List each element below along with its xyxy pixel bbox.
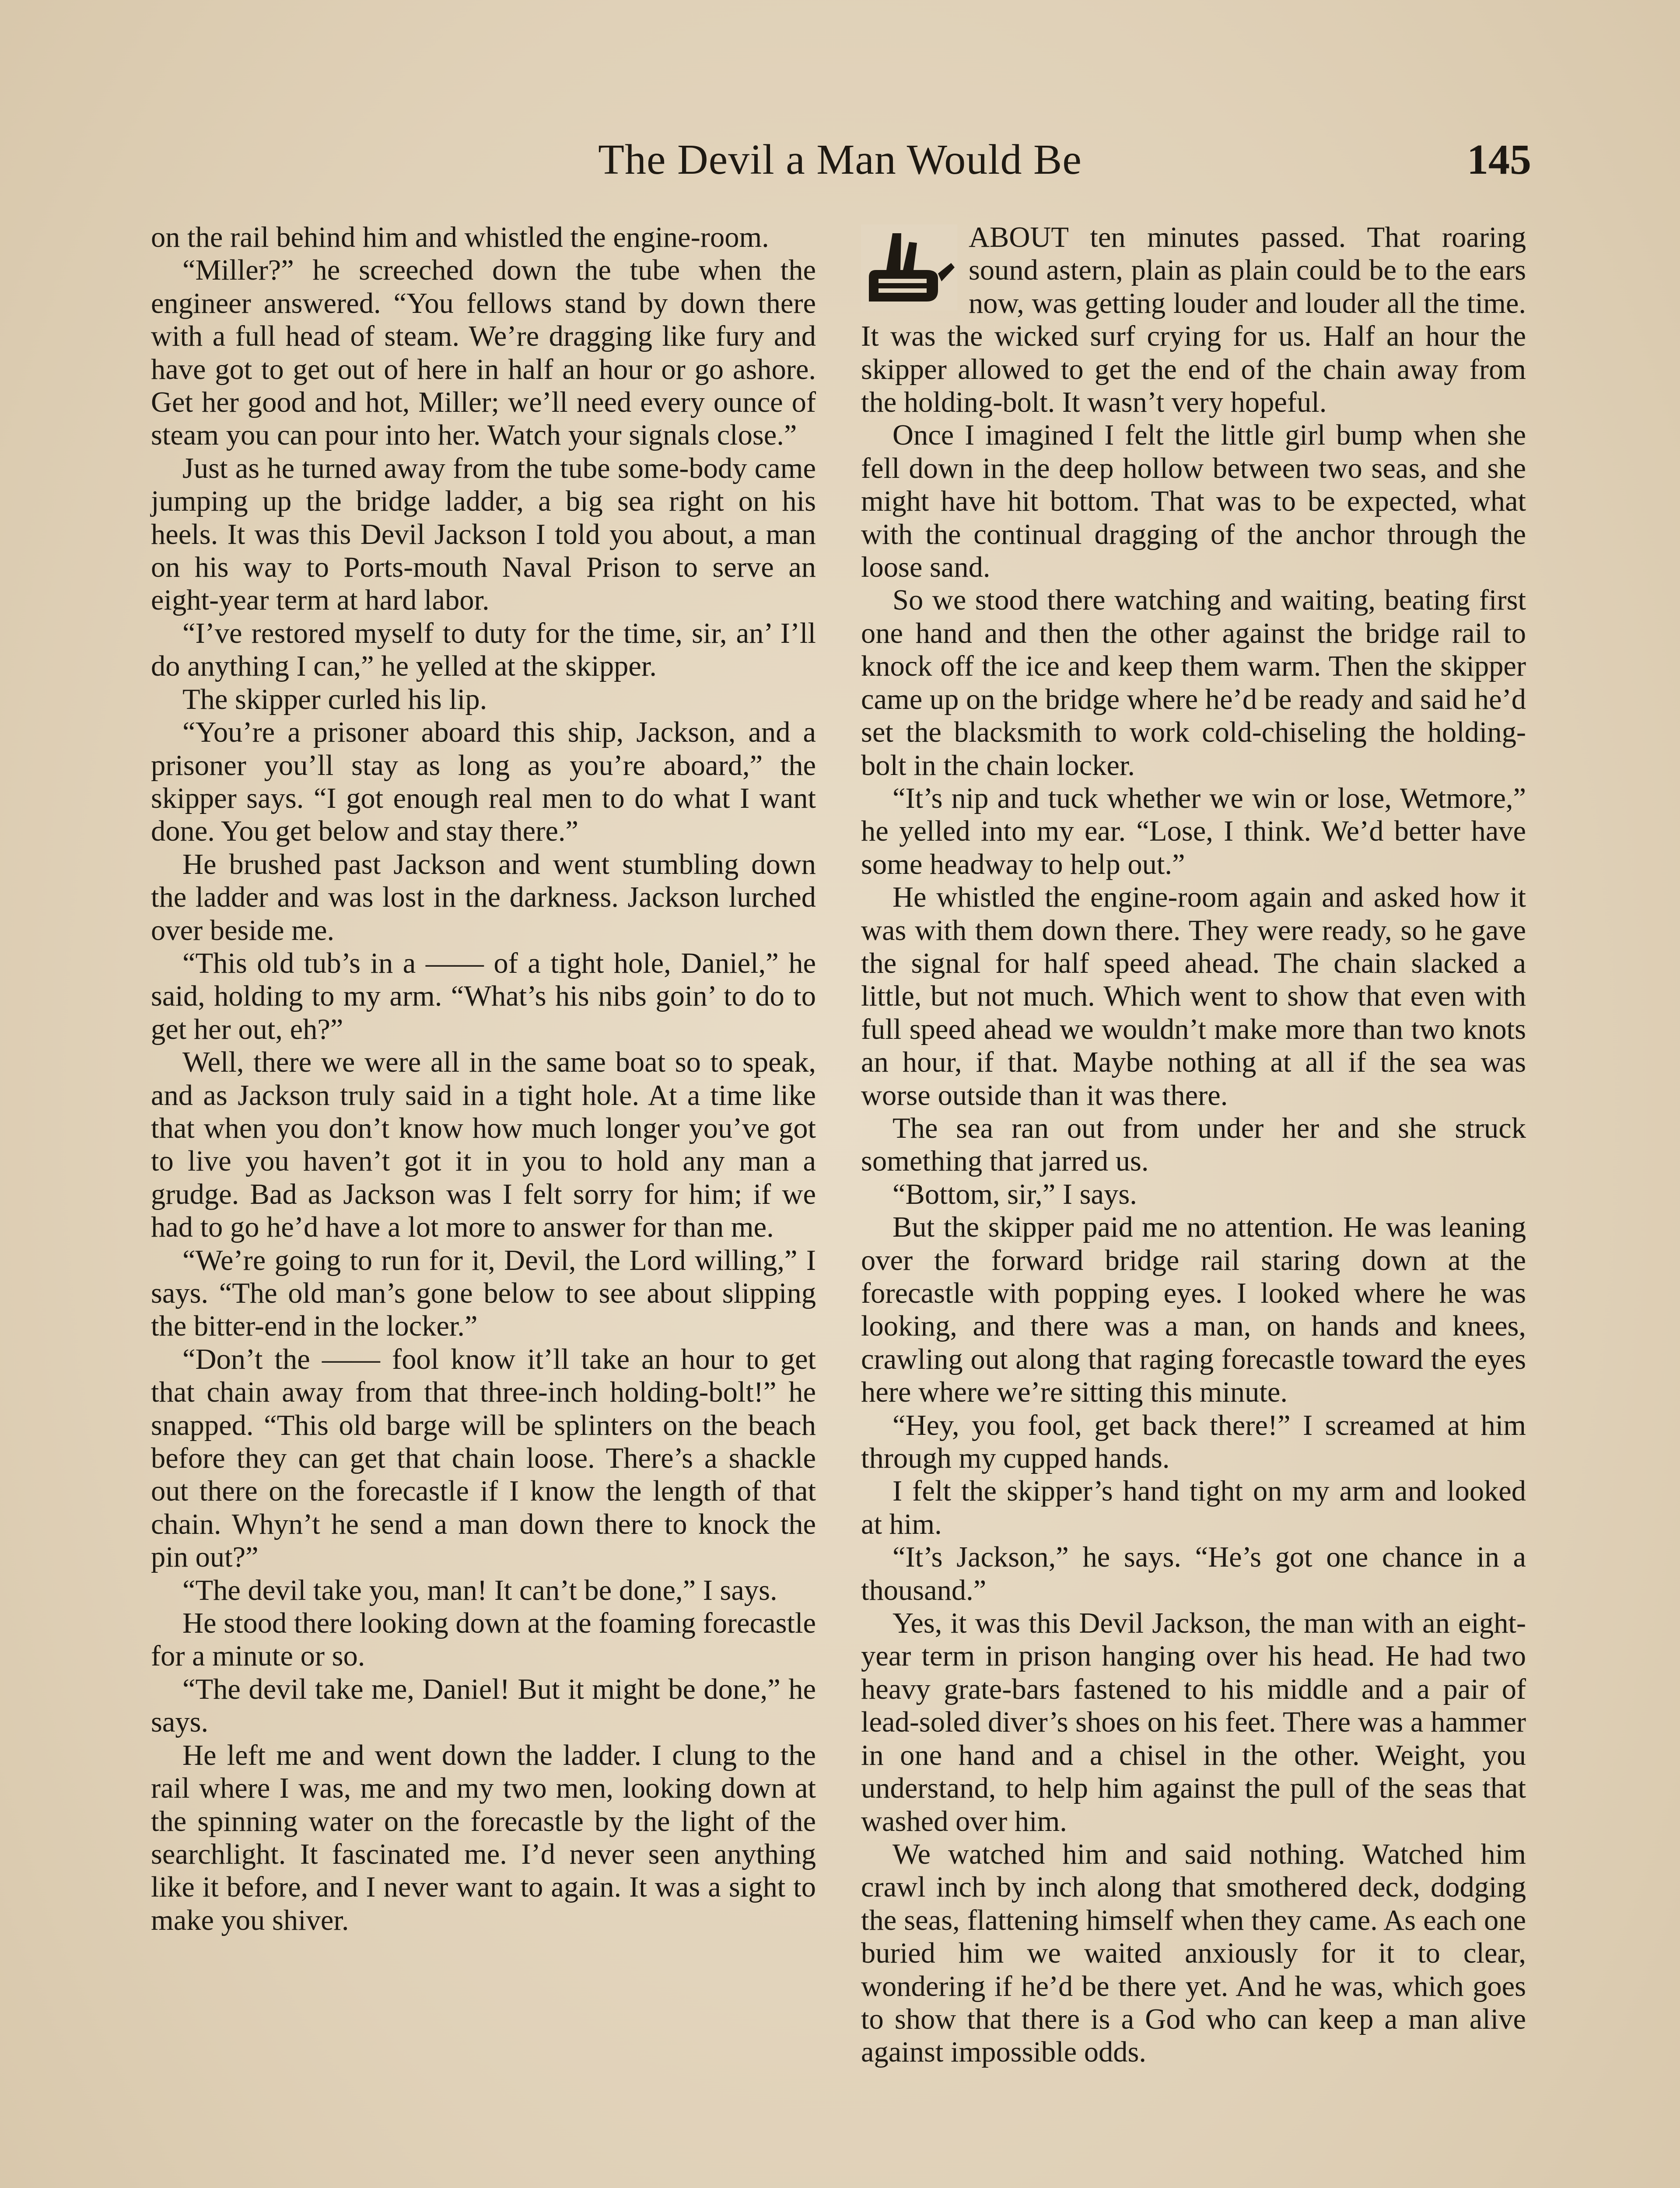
running-title: The Devil a Man Would Be [598, 136, 1082, 183]
pointing-hand-icon [861, 224, 957, 310]
paragraph: “It’s nip and tuck whether we win or lose, Wetmore,” he yelled into my ear. “Lose, I think. We’d better have some headway to help out.” [861, 782, 1526, 880]
paragraph: “This old tub’s in a —— of a tight hole, Daniel,” he said, holding to my arm. “What’s his nibs goin’ to do to get her out, eh?” [151, 947, 816, 1045]
paragraph: “You’re a prisoner aboard this ship, Jackson, and a prisoner you’ll stay as long as you’re aboard,” the skipper says. “I got enough real men to do what I want done. You get below and stay there.” [151, 716, 816, 848]
paragraph: But the skipper paid me no attention. He was leaning over the forward bridge rail staring down at the forecastle with popping eyes. I looked where he was looking, and there was a man, on hands and knees, crawling out along that raging forecastle toward the eyes here where we’re sitting this minute. [861, 1211, 1526, 1409]
paragraph: I felt the skipper’s hand tight on my arm and looked at him. [861, 1475, 1526, 1540]
paragraph: “We’re going to run for it, Devil, the Lord willing,” I says. “The old man’s gone below to see about slipping the bitter-end in the locker.” [151, 1244, 816, 1343]
paragraph: “Hey, you fool, get back there!” I screamed at him through my cupped hands. [861, 1409, 1526, 1475]
page-number: 145 [1467, 136, 1531, 183]
page-header [149, 127, 1531, 193]
paragraph: He left me and went down the ladder. I clung to the rail where I was, me and my two men, looking down at the spinning water on the forecastle by the light of the searchlight. It fascinated me. I’d never seen anything like it before, and I never want to again. It was a sight to make you shiver. [151, 1739, 816, 1936]
paragraph: “Don’t the —— fool know it’ll take an hour to get that chain away from that three-inch holding-bolt!” he snapped. “This old barge will be splinters on the beach before they can get that chain loose. There’s a shackle out there on the forecastle if I know the length of that chain. Whyn’t he send a man down there to knock the pin out?” [151, 1343, 816, 1574]
left-column [151, 221, 816, 1937]
paragraph: He brushed past Jackson and went stumbling down the ladder and was lost in the darkness. Jackson lurched over beside me. [151, 848, 816, 947]
paragraph: So we stood there watching and waiting, beating first one hand and then the other against the bridge rail to knock off the ice and keep them warm. Then the skipper came up on the bridge where he’d be ready and said he’d set the blacksmith to work cold-chiseling the holding-bolt in the chain locker. [861, 584, 1526, 782]
paragraph: The sea ran out from under her and she struck something that jarred us. [861, 1112, 1526, 1178]
section-ornament [861, 224, 957, 310]
paragraph: Yes, it was this Devil Jackson, the man with an eight-year term in prison hanging over his head. He had two heavy grate-bars fastened to his middle and a pair of lead-soled diver’s shoes on his feet. There was a hammer in one hand and a chisel in the other. Weight, you understand, to help him against the pull of the seas that washed over him. [861, 1607, 1526, 1837]
paragraph: Well, there we were all in the same boat so to speak, and as Jackson truly said in a tight hole. At a time like that when you don’t know how much longer you’ve got to live you haven’t got it in you to hold any man a grudge. Bad as Jackson was I felt sorry for him; if we had to go he’d have a lot more to answer for than me. [151, 1046, 816, 1244]
paragraph: Once I imagined I felt the little girl bump when she fell down in the deep hollow between two seas, and she might have hit bottom. That was to be expected, what with the continual dragging of the anchor through the loose sand. [861, 419, 1526, 584]
paragraph: We watched him and said nothing. Watched him crawl inch by inch along that smothered deck, dodging the seas, flattening himself when they came. As each one buried him we waited anxiously for it to clear, wondering if he’d be there yet. And he was, which goes to show that there is a God who can keep a man alive against impossible odds. [861, 1838, 1526, 2069]
paragraph: “I’ve restored myself to duty for the time, sir, an’ I’ll do anything I can,” he yelled at the skipper. [151, 617, 816, 683]
paragraph: “The devil take me, Daniel! But it might be done,” he says. [151, 1673, 816, 1739]
paragraph: on the rail behind him and whistled the engine-room. [151, 221, 769, 253]
paragraph: The skipper curled his lip. [182, 683, 487, 715]
paragraph: “Bottom, sir,” I says. [892, 1178, 1137, 1210]
paragraph: He whistled the engine-room again and asked how it was with them down there. They were ready, so he gave the signal for half speed ahead. The chain slacked a little, but not much. Which went to show that even with full speed ahead we wouldn’t make more than two knots an hour, if that. Maybe nothing at all if the sea was worse outside than it was there. [861, 881, 1526, 1112]
paragraph: “It’s Jackson,” he says. “He’s got one chance in a thousand.” [861, 1541, 1526, 1606]
paragraph: Just as he turned away from the tube some-body came jumping up the bridge ladder, a big sea right on his heels. It was this Devil Jackson I told you about, a man on his way to Ports-mouth Naval Prison to serve an eight-year term at hard labor. [151, 452, 816, 617]
right-column [861, 221, 1526, 2069]
paragraph: “The devil take you, man! It can’t be done,” I says. [182, 1574, 777, 1606]
paragraph: “Miller?” he screeched down the tube when the engineer answered. “You fellows stand by down there with a full head of steam. We’re dragging like fury and have got to get out of here in half an hour or go ashore. Get her good and hot, Miller; we’ll need every ounce of steam you can pour into her. Watch your signals close.” [151, 254, 816, 452]
paragraph: ABOUT ten minutes passed. That roaring sound astern, plain as plain could be to the ears now, was getting louder and louder all the time. It was the wicked surf crying for us. Half an hour the skipper allowed to get the end of the chain away from the holding-bolt. It wasn’t very hopeful. [861, 221, 1526, 419]
paragraph: He stood there looking down at the foaming forecastle for a minute or so. [151, 1607, 816, 1673]
